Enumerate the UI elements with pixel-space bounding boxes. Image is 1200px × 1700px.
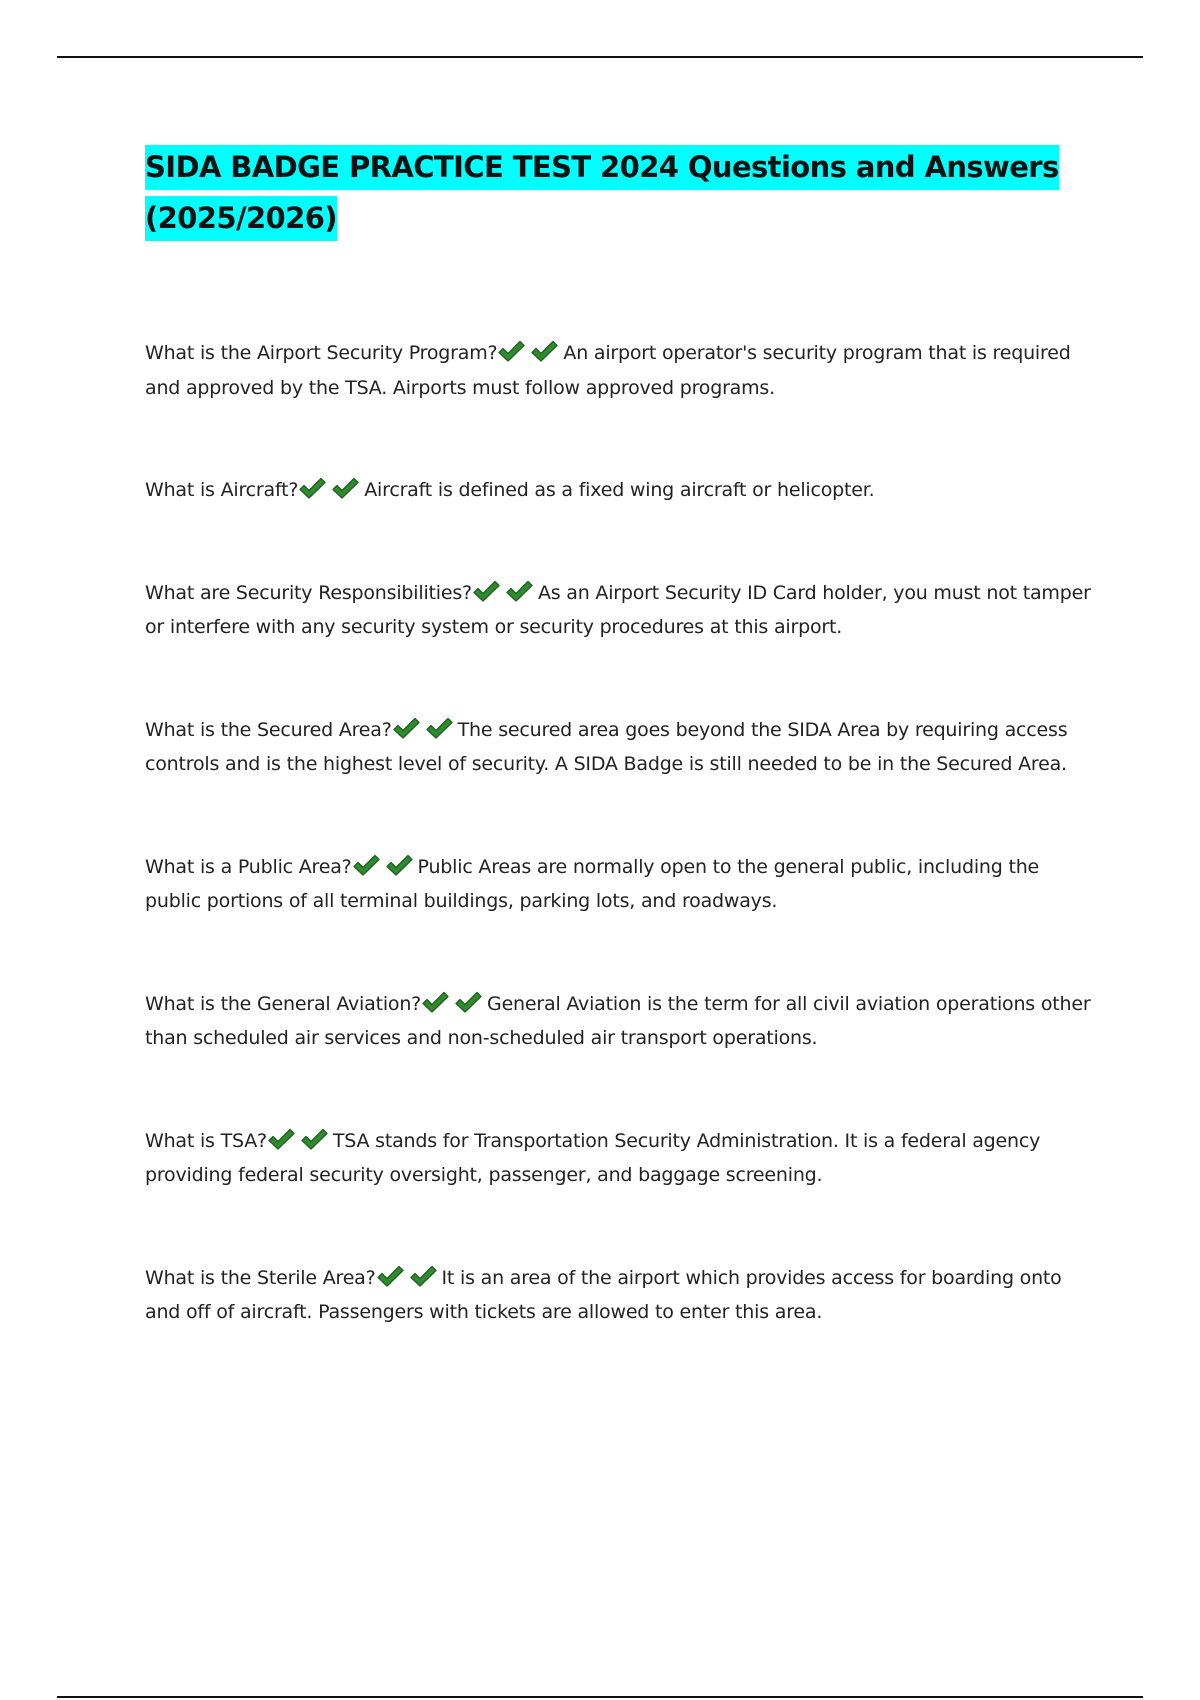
checkmark-icon: [421, 991, 450, 1013]
checkmark-icon: [298, 477, 327, 499]
checkmark-icon: [267, 1128, 296, 1150]
answer-text: Aircraft is defined as a fixed wing aircraft or helicopter.: [364, 479, 875, 501]
document-title-text: SIDA BADGE PRACTICE TEST 2024 Questions and Answers (2025/2026): [145, 145, 1059, 241]
answer-text: Public Areas are normally open to the general public, including the public portions of all terminal buildings, parking lots, and roadways.: [145, 855, 1040, 912]
checkmark-icon: [497, 340, 526, 362]
qa-item: [145, 1124, 1095, 1193]
checkmark-icon: [454, 991, 483, 1013]
checkmark-icon: [331, 477, 360, 499]
checkmark-icon: [505, 580, 534, 602]
checkmark-icon: [425, 717, 454, 739]
answer-text: As an Airport Security ID Card holder, you must not tamper or interfere with any security system or security procedures at this airport.: [145, 581, 1091, 638]
answer-text: An airport operator's security program that is required and approved by the TSA. Airports must follow approved programs.: [145, 342, 1071, 399]
question-text: What is TSA?: [145, 1129, 267, 1152]
answer-text: General Aviation is the term for all civil aviation operations other than scheduled air services and non-scheduled air transport operations.: [145, 992, 1091, 1049]
qa-item: [145, 336, 1095, 405]
answer-text: It is an area of the airport which provides access for boarding onto and off of aircraft. Passengers with tickets are allowed to enter this area.: [145, 1266, 1062, 1323]
top-divider: [57, 56, 1143, 58]
qa-item: [145, 713, 1095, 782]
checkmark-icon: [300, 1128, 329, 1150]
bottom-divider: [57, 1696, 1143, 1698]
qa-item: [145, 576, 1095, 645]
answer-text: TSA stands for Transportation Security Administration. It is a federal agency providing federal security oversight, passenger, and baggage screening.: [145, 1129, 1041, 1186]
checkmark-icon: [409, 1265, 438, 1287]
checkmark-icon: [530, 340, 559, 362]
question-text: What is a Public Area?: [145, 855, 352, 878]
qa-item: [145, 1261, 1095, 1330]
qa-item: [145, 987, 1095, 1056]
qa-item: [145, 850, 1095, 919]
document-title: [145, 142, 1095, 244]
answer-text: The secured area goes beyond the SIDA Area by requiring access controls and is the highest level of security. A SIDA Badge is still needed to be in the Secured Area.: [145, 718, 1068, 775]
question-text: What are Security Responsibilities?: [145, 581, 472, 604]
question-text: What is the Secured Area?: [145, 718, 392, 741]
question-text: What is the General Aviation?: [145, 992, 422, 1015]
checkmark-icon: [472, 580, 501, 602]
question-text: What is the Airport Security Program?: [145, 342, 498, 364]
qa-list: [145, 336, 1095, 1330]
question-text: What is the Sterile Area?: [145, 1266, 376, 1289]
checkmark-icon: [385, 854, 414, 876]
qa-item: [145, 473, 1095, 508]
checkmark-icon: [376, 1265, 405, 1287]
question-text: What is Aircraft?: [145, 479, 299, 501]
checkmark-icon: [352, 854, 381, 876]
document-body: [145, 142, 1095, 1398]
checkmark-icon: [392, 717, 421, 739]
